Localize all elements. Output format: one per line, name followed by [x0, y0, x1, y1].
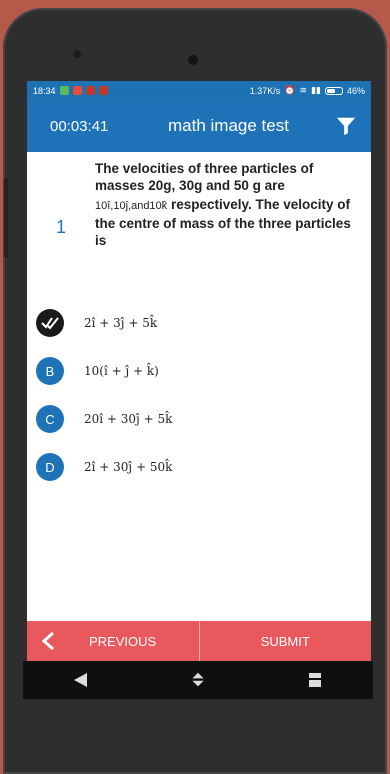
alarm-icon: ⏰ [284, 85, 296, 95]
option-d-text: 2î + 30ĵ + 50k̂ [84, 460, 173, 474]
app-bar [27, 100, 371, 152]
front-camera [73, 50, 81, 58]
question-block [27, 152, 371, 249]
option-b-badge[interactable]: B [36, 357, 64, 385]
home-icon[interactable] [188, 672, 208, 688]
bottom-action-bar [27, 621, 371, 661]
filter-icon[interactable] [335, 115, 357, 137]
option-a-badge[interactable] [36, 309, 64, 337]
question-number: 1 [55, 217, 66, 237]
options-list [27, 299, 371, 491]
question-text [95, 160, 361, 249]
battery-level: 46% [346, 85, 365, 96]
test-timer: 00:03:41 [50, 117, 109, 135]
chevron-left-icon [39, 631, 59, 651]
submit-button[interactable] [200, 621, 372, 661]
status-bar [27, 81, 371, 100]
option-a-text: 2î + 3ĵ + 5k̂ [84, 316, 158, 330]
side-button [4, 178, 8, 258]
previous-button[interactable] [27, 621, 200, 661]
option-c-badge[interactable]: C [36, 405, 64, 433]
submit-button-label: SUBMIT [260, 633, 310, 649]
question-text-part: respectively. The velocity of the centre of mass of the three particles is [95, 197, 351, 248]
option-c[interactable] [27, 395, 371, 443]
earpiece-speaker [188, 55, 198, 65]
battery-icon [325, 87, 343, 95]
previous-button-label: PREVIOUS [89, 633, 157, 649]
page-title: math image test [168, 116, 289, 135]
option-d[interactable] [27, 443, 371, 491]
question-vectors: 10î,10ĵ,and10k̂ [95, 200, 168, 212]
option-a[interactable] [27, 299, 371, 347]
recent-apps-icon[interactable] [305, 672, 325, 688]
wifi-icon: ≋ [299, 85, 308, 95]
question-text-part: The velocities of three particles of masses 20g, 30g and 50 g are [95, 161, 314, 193]
notification-icon [73, 86, 82, 95]
mail-icon [99, 86, 108, 95]
system-nav-bar [23, 661, 373, 699]
option-b[interactable] [27, 347, 371, 395]
network-speed: 1.37K/s [249, 85, 281, 96]
option-d-badge[interactable]: D [36, 453, 64, 481]
signal-icon: ▮▮ [311, 85, 321, 95]
double-check-icon [41, 316, 59, 330]
option-b-text: 10(î + ĵ + k̂) [84, 364, 159, 378]
notification-icon [60, 86, 69, 95]
back-icon[interactable] [71, 672, 91, 688]
mail-icon [86, 86, 95, 95]
status-time: 18:34 [33, 85, 56, 96]
app-screen [27, 81, 371, 661]
option-c-text: 20î + 30ĵ + 5k̂ [84, 412, 173, 426]
